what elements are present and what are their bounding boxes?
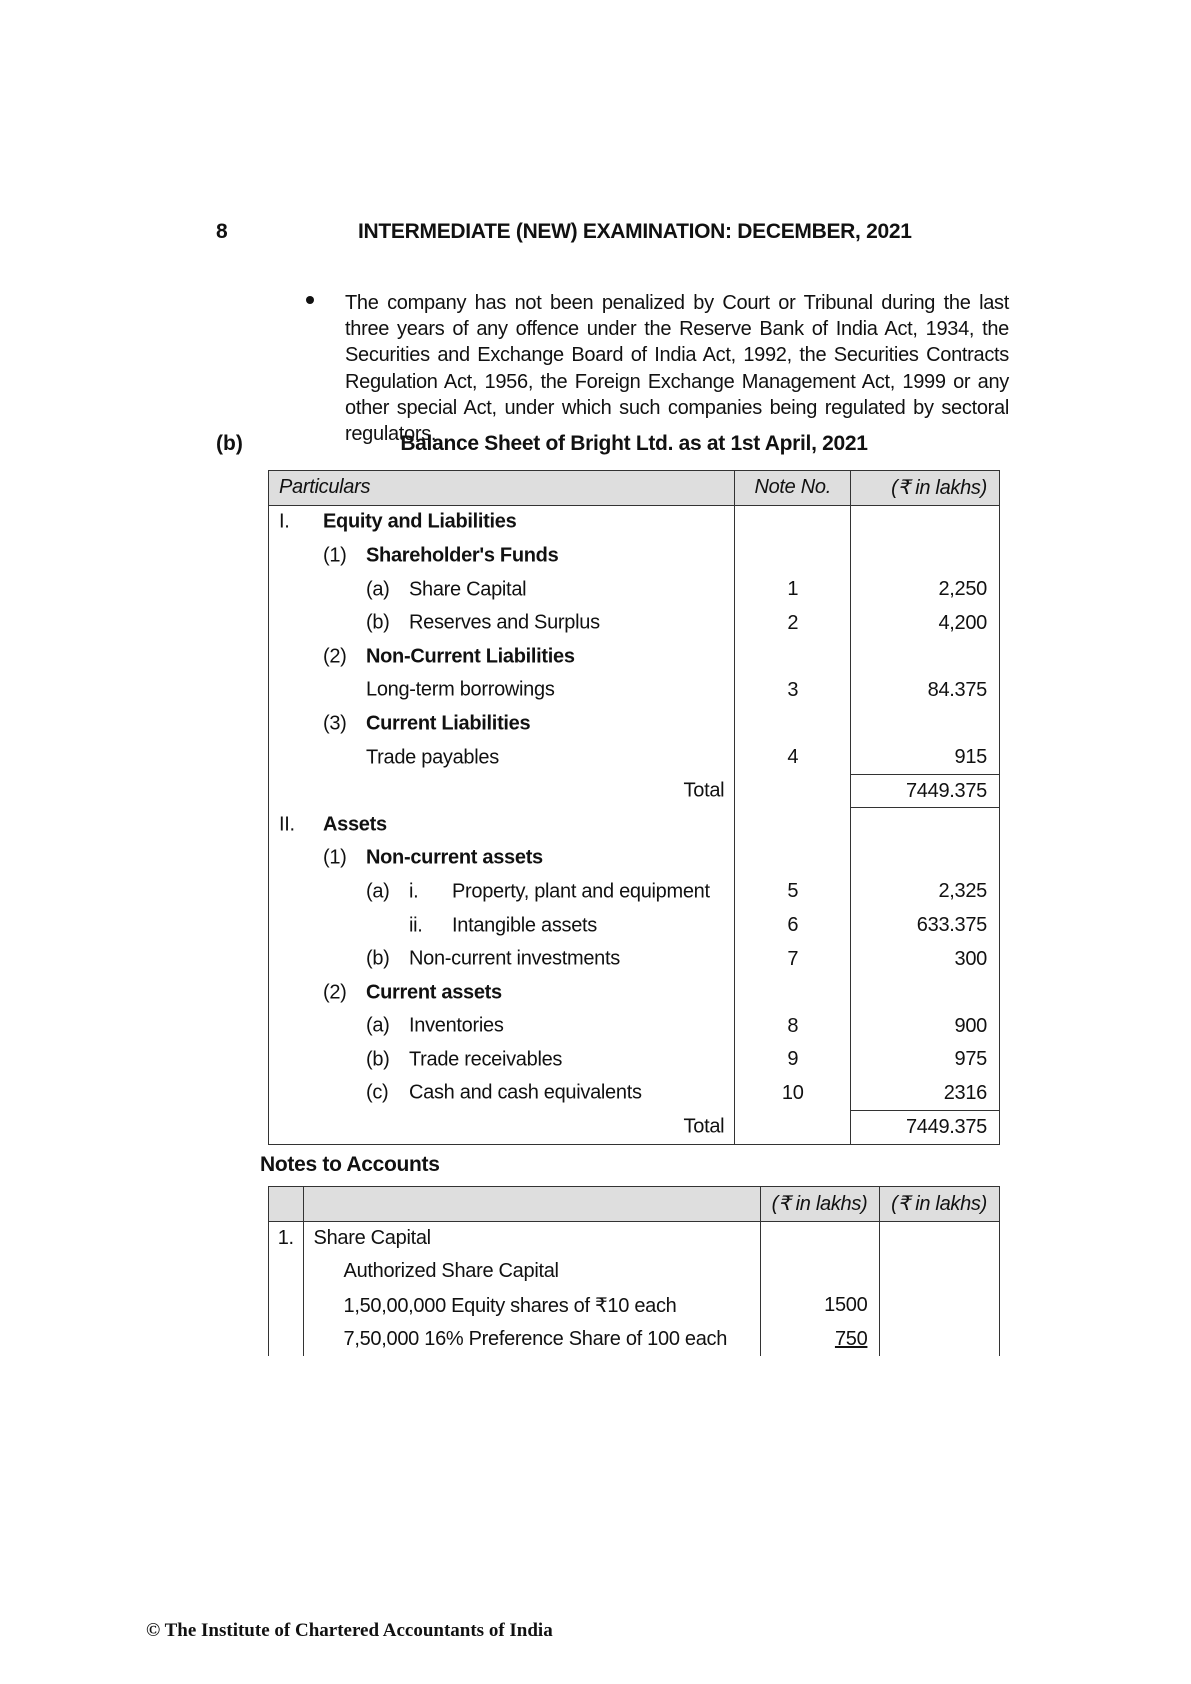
row-amount [851, 842, 1000, 876]
table-row [269, 875, 1000, 909]
row-label: Reserves and Surplus [409, 611, 600, 634]
row-note [735, 774, 851, 808]
notes-heading: Notes to Accounts [260, 1153, 440, 1176]
row-marker: (1) [323, 846, 347, 869]
row-amount: 915 [954, 745, 987, 768]
row-note: 5 [735, 875, 851, 909]
row-label: Share Capital [409, 578, 527, 601]
table-row [269, 573, 1000, 607]
row-marker: (3) [323, 712, 347, 735]
row-note: 10 [735, 1077, 851, 1111]
row-note [735, 640, 851, 674]
row-label: Inventories [409, 1014, 504, 1037]
table-row [269, 1010, 1000, 1044]
note-value-2 [880, 1289, 1000, 1323]
row-amount: 300 [954, 947, 987, 970]
table-header-row [269, 471, 1000, 506]
note-label: Share Capital [303, 1221, 760, 1255]
row-amount [851, 640, 1000, 674]
note-value-1: 750 [834, 1327, 868, 1350]
table-row [269, 606, 1000, 640]
table-row [269, 674, 1000, 708]
row-label: Long-term borrowings [366, 678, 555, 701]
row-note [735, 539, 851, 573]
row-marker: (2) [323, 645, 347, 668]
table-row [269, 942, 1000, 976]
note-label: 1,50,00,000 Equity shares of ₹10 each [303, 1289, 760, 1323]
note-number [269, 1255, 304, 1289]
row-note [735, 505, 851, 539]
total-row [269, 1110, 1000, 1144]
row-label: Equity and Liabilities [323, 510, 517, 533]
footer-copyright: © The Institute of Chartered Accountants of India [146, 1620, 553, 1641]
page-number: 8 [216, 220, 228, 243]
row-note [735, 976, 851, 1010]
bullet-paragraph: The company has not been penalized by Court or Tribunal during the last three years of any offence under the Reserve Bank of India Act, 1934, the Securities and Exchange Board of India Act, 1992, the Securities Contracts Regulation Act, 1956, the Foreign Exchange Management Act, 1999 or any other special Act, under which such companies being regulated by sectoral regulators. [345, 292, 1009, 446]
header-amount-1: (₹ in lakhs) [760, 1187, 880, 1222]
row-label: Non-Current Liabilities [366, 645, 575, 668]
row-note: 9 [735, 1043, 851, 1077]
table-row [269, 909, 1000, 943]
row-marker: (b) [366, 1048, 390, 1071]
note-value-1: 1500 [760, 1289, 880, 1323]
balance-sheet-table [268, 470, 1000, 1145]
row-submarker: i. [409, 880, 419, 903]
table-row [269, 842, 1000, 876]
row-marker: (a) [366, 1014, 390, 1037]
row-note: 2 [735, 606, 851, 640]
row-amount: 633.375 [916, 914, 987, 937]
note-value-2 [880, 1221, 1000, 1255]
note-number: 1. [269, 1221, 304, 1255]
table-row [269, 640, 1000, 674]
total-label: Total [683, 1115, 725, 1138]
row-marker: I. [279, 510, 290, 533]
row-marker: (2) [323, 981, 347, 1004]
section-label: (b) [216, 432, 243, 455]
row-amount: 2316 [943, 1081, 987, 1104]
row-note [735, 842, 851, 876]
row-amount [851, 707, 1000, 741]
table-row [269, 1289, 1000, 1323]
header-amount: (₹ in lakhs) [851, 471, 1000, 506]
row-amount: 4,200 [938, 611, 987, 634]
row-marker: II. [279, 813, 295, 836]
row-amount: 84.375 [927, 678, 987, 701]
row-note [735, 808, 851, 842]
row-amount [851, 808, 1000, 842]
table-row [269, 1077, 1000, 1111]
row-label: Assets [323, 813, 387, 836]
row-label: Non-current investments [409, 947, 620, 970]
row-marker: (1) [323, 544, 347, 567]
note-value-2 [880, 1322, 1000, 1356]
table-row [269, 1322, 1000, 1356]
row-label: Current Liabilities [366, 712, 531, 735]
row-label: Property, plant and equipment [452, 880, 710, 903]
table-header-row [269, 1187, 1000, 1222]
balance-sheet-title: Balance Sheet of Bright Ltd. as at 1st April, 2021 [400, 432, 868, 455]
row-note: 6 [735, 909, 851, 943]
note-value-2 [880, 1255, 1000, 1289]
row-note: 7 [735, 942, 851, 976]
note-label: Authorized Share Capital [303, 1255, 760, 1289]
row-label: Trade receivables [409, 1048, 563, 1071]
page-header-title: INTERMEDIATE (NEW) EXAMINATION: DECEMBER, 2021 [358, 220, 912, 243]
row-marker: (b) [366, 611, 390, 634]
table-row [269, 1221, 1000, 1255]
row-label: Current assets [366, 981, 502, 1004]
table-row [269, 741, 1000, 775]
table-row [269, 539, 1000, 573]
row-marker: (b) [366, 947, 390, 970]
header-note-no: Note No. [735, 471, 851, 506]
row-label: Cash and cash equivalents [409, 1081, 642, 1104]
header-amount-2: (₹ in lakhs) [880, 1187, 1000, 1222]
row-label: Non-current assets [366, 846, 543, 869]
note-number [269, 1322, 304, 1356]
note-value-1 [760, 1221, 880, 1255]
row-amount [851, 976, 1000, 1010]
row-label: Shareholder's Funds [366, 544, 559, 567]
table-row [269, 808, 1000, 842]
note-value-1 [760, 1255, 880, 1289]
total-label: Total [683, 779, 725, 802]
row-amount: 2,250 [938, 578, 987, 601]
row-amount: 2,325 [938, 880, 987, 903]
header-particulars: Particulars [269, 471, 735, 506]
row-amount: 975 [954, 1048, 987, 1071]
bullet-icon [306, 296, 314, 304]
row-amount [851, 505, 1000, 539]
row-note: 3 [735, 674, 851, 708]
row-note [735, 1110, 851, 1144]
table-row [269, 707, 1000, 741]
row-note: 4 [735, 741, 851, 775]
row-amount: 900 [954, 1014, 987, 1037]
total-amount: 7449.375 [851, 774, 1000, 808]
note-label: 7,50,000 16% Preference Share of 100 each [303, 1322, 760, 1356]
row-submarker: ii. [409, 914, 423, 937]
row-note: 8 [735, 1010, 851, 1044]
table-row [269, 1043, 1000, 1077]
table-row [269, 1255, 1000, 1289]
row-note: 1 [735, 573, 851, 607]
row-marker: (c) [366, 1081, 389, 1104]
row-note [735, 707, 851, 741]
row-label: Trade payables [366, 746, 499, 769]
notes-table [268, 1186, 1000, 1356]
total-amount: 7449.375 [851, 1110, 1000, 1144]
table-row [269, 976, 1000, 1010]
note-number [269, 1289, 304, 1323]
row-marker: (a) [366, 578, 390, 601]
total-row [269, 774, 1000, 808]
table-row [269, 505, 1000, 539]
row-marker: (a) [366, 880, 390, 903]
row-label: Intangible assets [452, 914, 597, 937]
row-amount [851, 539, 1000, 573]
